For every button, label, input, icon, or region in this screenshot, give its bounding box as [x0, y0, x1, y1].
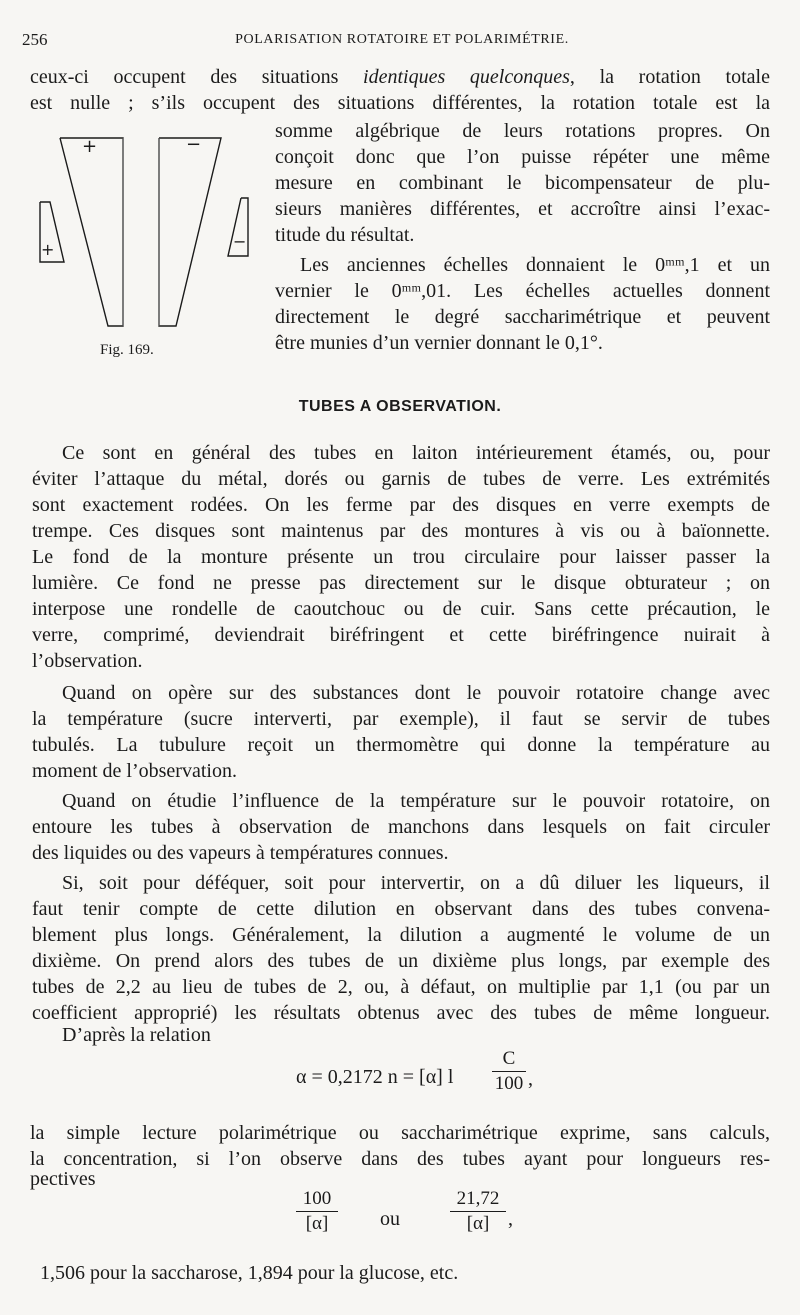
- minus-sign-right-large: −: [186, 134, 202, 155]
- fraction-denominator: 100: [494, 1073, 524, 1094]
- paragraph-line: coefficient approprié) les résultats obtenus avec des tubes de même longueur.: [32, 1002, 770, 1024]
- paragraph-line: Le fond de la monture présente un trou circulaire pour laisser passer la: [32, 546, 770, 568]
- paragraph-line: dixième. On prend alors des tubes de un dixième plus longs, par exemple des: [32, 950, 770, 972]
- wrap-line: Les anciennes échelles donnaient le 0ᵐᵐ,1 et un: [300, 254, 770, 276]
- minus-sign-right-small: −: [233, 232, 247, 251]
- fraction-denominator: [α]: [305, 1213, 329, 1234]
- paragraph-line: tubulés. La tubulure reçoit un thermomètre qui donne la température au: [32, 734, 770, 756]
- paragraph-line: verre, comprimé, deviendrait biréfringent et cette biréfringence nuirait à: [32, 624, 770, 646]
- fraction-connector: ou: [380, 1208, 400, 1230]
- fractions-comma: ,: [508, 1208, 513, 1230]
- section-heading: TUBES A OBSERVATION.: [298, 398, 502, 415]
- fraction-numerator: 21,72: [456, 1188, 500, 1209]
- paragraph-line: la température (sucre interverti, par exemple), il faut se servir de tubes: [32, 708, 770, 730]
- paragraph-line: interpose une rondelle de caoutchouc ou de cuir. Sans cette précaution, le: [32, 598, 770, 620]
- equation-lhs: α = 0,2172 n = [α] l: [296, 1066, 454, 1088]
- right-large-wedge: [159, 138, 221, 326]
- fraction-bar: [492, 1071, 526, 1072]
- equation-comma: ,: [528, 1068, 533, 1090]
- fraction-bar: [450, 1211, 506, 1212]
- paragraph-line: la simple lecture polarimétrique ou saccharimétrique exprime, sans calculs,: [30, 1122, 770, 1144]
- wrap-line: sieurs manières différentes, et accroître ainsi l’exac-: [275, 198, 770, 220]
- figure-caption: Fig. 169.: [100, 342, 154, 358]
- intro-line-2: est nulle ; s’ils occupent des situations différentes, la rotation totale est la: [30, 92, 770, 114]
- paragraph-line: lumière. Ce fond ne presse pas directement sur le disque obturateur ; on: [32, 572, 770, 594]
- intro-line-1-suffix: , la rotation totale: [569, 66, 770, 88]
- paragraph-line: l’observation.: [32, 650, 143, 672]
- length-fraction-2: [450, 1188, 506, 1235]
- wrap-line: somme algébrique de leurs rotations propres. On: [275, 120, 770, 142]
- intro-line-1: [30, 64, 770, 90]
- paragraph-line: D’après la relation: [62, 1024, 211, 1046]
- wrap-line: directement le degré saccharimétrique et peuvent: [275, 306, 770, 328]
- intro-line-1-italic: identiques quelconques: [363, 66, 570, 88]
- closing-line: 1,506 pour la saccharose, 1,894 pour la glucose, etc.: [40, 1262, 459, 1284]
- fraction-numerator: C: [502, 1048, 516, 1069]
- paragraph-line: pectives: [30, 1168, 96, 1190]
- page-header: [22, 30, 782, 54]
- relation-equation: [296, 1048, 556, 1104]
- equation-fraction: [492, 1048, 526, 1095]
- paragraph-line: entoure les tubes à observation de manchons dans lesquels on fait circuler: [32, 816, 770, 838]
- paragraph-line: Quand on étudie l’influence de la température sur le pouvoir rotatoire, on: [62, 790, 770, 812]
- wrap-line: être munies d’un vernier donnant le 0,1°.: [275, 332, 603, 354]
- paragraph-line: Ce sont en général des tubes en laiton intérieurement étamés, ou, pour: [62, 442, 770, 464]
- fraction-denominator: [α]: [466, 1213, 490, 1234]
- wrap-line: vernier le 0ᵐᵐ,01. Les échelles actuelles donnent: [275, 280, 770, 302]
- paragraph-line: Quand on opère sur des substances dont le pouvoir rotatoire change avec: [62, 682, 770, 704]
- left-large-wedge: [60, 138, 123, 326]
- plus-sign-left-small: +: [41, 240, 55, 259]
- plus-sign-left-large: +: [82, 136, 98, 157]
- length-fraction-1: [296, 1188, 338, 1235]
- intro-line-1-prefix: ceux-ci occupent des situations: [30, 66, 364, 88]
- figure-169: [28, 128, 268, 333]
- paragraph-line: blement plus longs. Généralement, la dilution a augmenté le volume de un: [32, 924, 770, 946]
- paragraph-line: sont exactement rodées. On les ferme par des disques en verre exempts de: [32, 494, 770, 516]
- wrap-line: conçoit donc que l’on puisse répéter une même: [275, 146, 770, 168]
- paragraph-line: moment de l’observation.: [32, 760, 237, 782]
- page-number: 256: [22, 30, 48, 49]
- paragraph-line: éviter l’attaque du métal, dorés ou garnis de tubes de verre. Les extrémités: [32, 468, 770, 490]
- paragraph-line: faut tenir compte de cette dilution en observant dans des tubes convena-: [32, 898, 770, 920]
- paragraph-line: la concentration, si l’on observe dans des tubes ayant pour longueurs res-: [30, 1148, 770, 1170]
- wrap-line: mesure en combinant le bicompensateur de plu-: [275, 172, 770, 194]
- fraction-numerator: 100: [302, 1188, 332, 1209]
- running-title: POLARISATION ROTATOIRE ET POLARIMÉTRIE.: [235, 32, 569, 47]
- wrap-line: titude du résultat.: [275, 224, 415, 246]
- bicompensator-diagram: [28, 128, 268, 333]
- paragraph-line: trempe. Ces disques sont maintenus par des montures à vis ou à baïonnette.: [32, 520, 770, 542]
- paragraph-line: Si, soit pour déféquer, soit pour intervertir, on a dû diluer les liqueurs, il: [62, 872, 770, 894]
- paragraph-line: tubes de 2,2 au lieu de tubes de 2, ou, à défaut, on multiplie par 1,1 (ou par un: [32, 976, 770, 998]
- paragraph-line: des liquides ou des vapeurs à températures connues.: [32, 842, 449, 864]
- fraction-bar: [296, 1211, 338, 1212]
